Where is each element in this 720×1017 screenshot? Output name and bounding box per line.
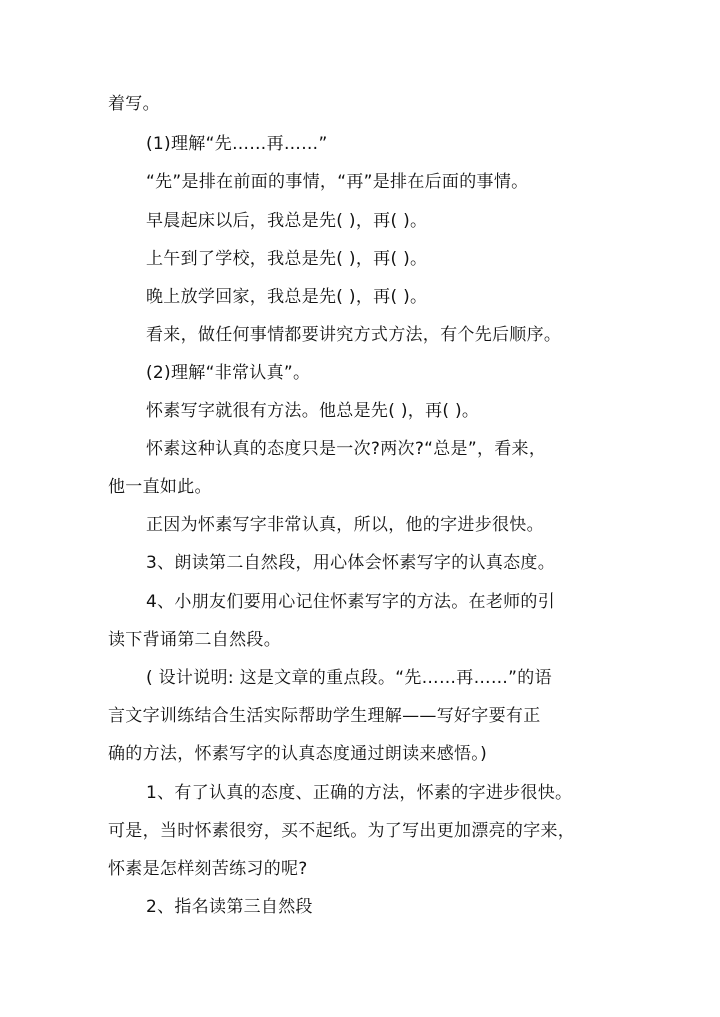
section-heading: (2)理解“非常认真”。	[146, 363, 311, 383]
paragraph-line: 4、小朋友们要用心记住怀素写字的方法。在老师的引	[146, 592, 556, 612]
paragraph-line: 早晨起床以后，我总是先( )，再( )。	[146, 211, 428, 231]
design-note-line: 言文字训练结合生活实际帮助学生理解——写好字要有正	[108, 706, 541, 726]
paragraph-line: 可是，当时怀素很穷，买不起纸。为了写出更加漂亮的字来，	[108, 821, 576, 841]
paragraph-line: 他一直如此。	[108, 477, 212, 497]
paragraph-line: 1、有了认真的态度、正确的方法，怀素的字进步很快。	[146, 783, 573, 803]
paragraph-line: “先”是排在前面的事情，“再”是排在后面的事情。	[146, 172, 529, 192]
design-note-line: 确的方法，怀素写字的认真态度通过朗读来感悟。)	[108, 744, 488, 764]
paragraph-line: 2、指名读第三自然段	[146, 897, 313, 917]
paragraph-line: 看来，做任何事情都要讲究方式方法，有个先后顺序。	[146, 325, 562, 345]
paragraph-line: 怀素这种认真的态度只是一次?两次?“总是”，看来，	[146, 439, 547, 459]
paragraph-line: 怀素是怎样刻苦练习的呢?	[108, 859, 308, 879]
paragraph-line: 怀素写字就很有方法。他总是先( )，再( )。	[146, 401, 480, 421]
paragraph-line: 读下背诵第二自然段。	[108, 630, 281, 650]
section-heading: (1)理解“先……再……”	[146, 134, 328, 154]
paragraph-line: 晚上放学回家，我总是先( )，再( )。	[146, 287, 428, 307]
paragraph-line: 着写。	[108, 94, 160, 114]
paragraph-line: 上午到了学校，我总是先( )，再( )。	[146, 249, 428, 269]
paragraph-line: 正因为怀素写字非常认真，所以，他的字进步很快。	[146, 515, 544, 535]
design-note-line: ( 设计说明: 这是文章的重点段。“先……再……”的语	[146, 668, 552, 688]
paragraph-line: 3、朗读第二自然段，用心体会怀素写字的认真态度。	[146, 553, 556, 573]
